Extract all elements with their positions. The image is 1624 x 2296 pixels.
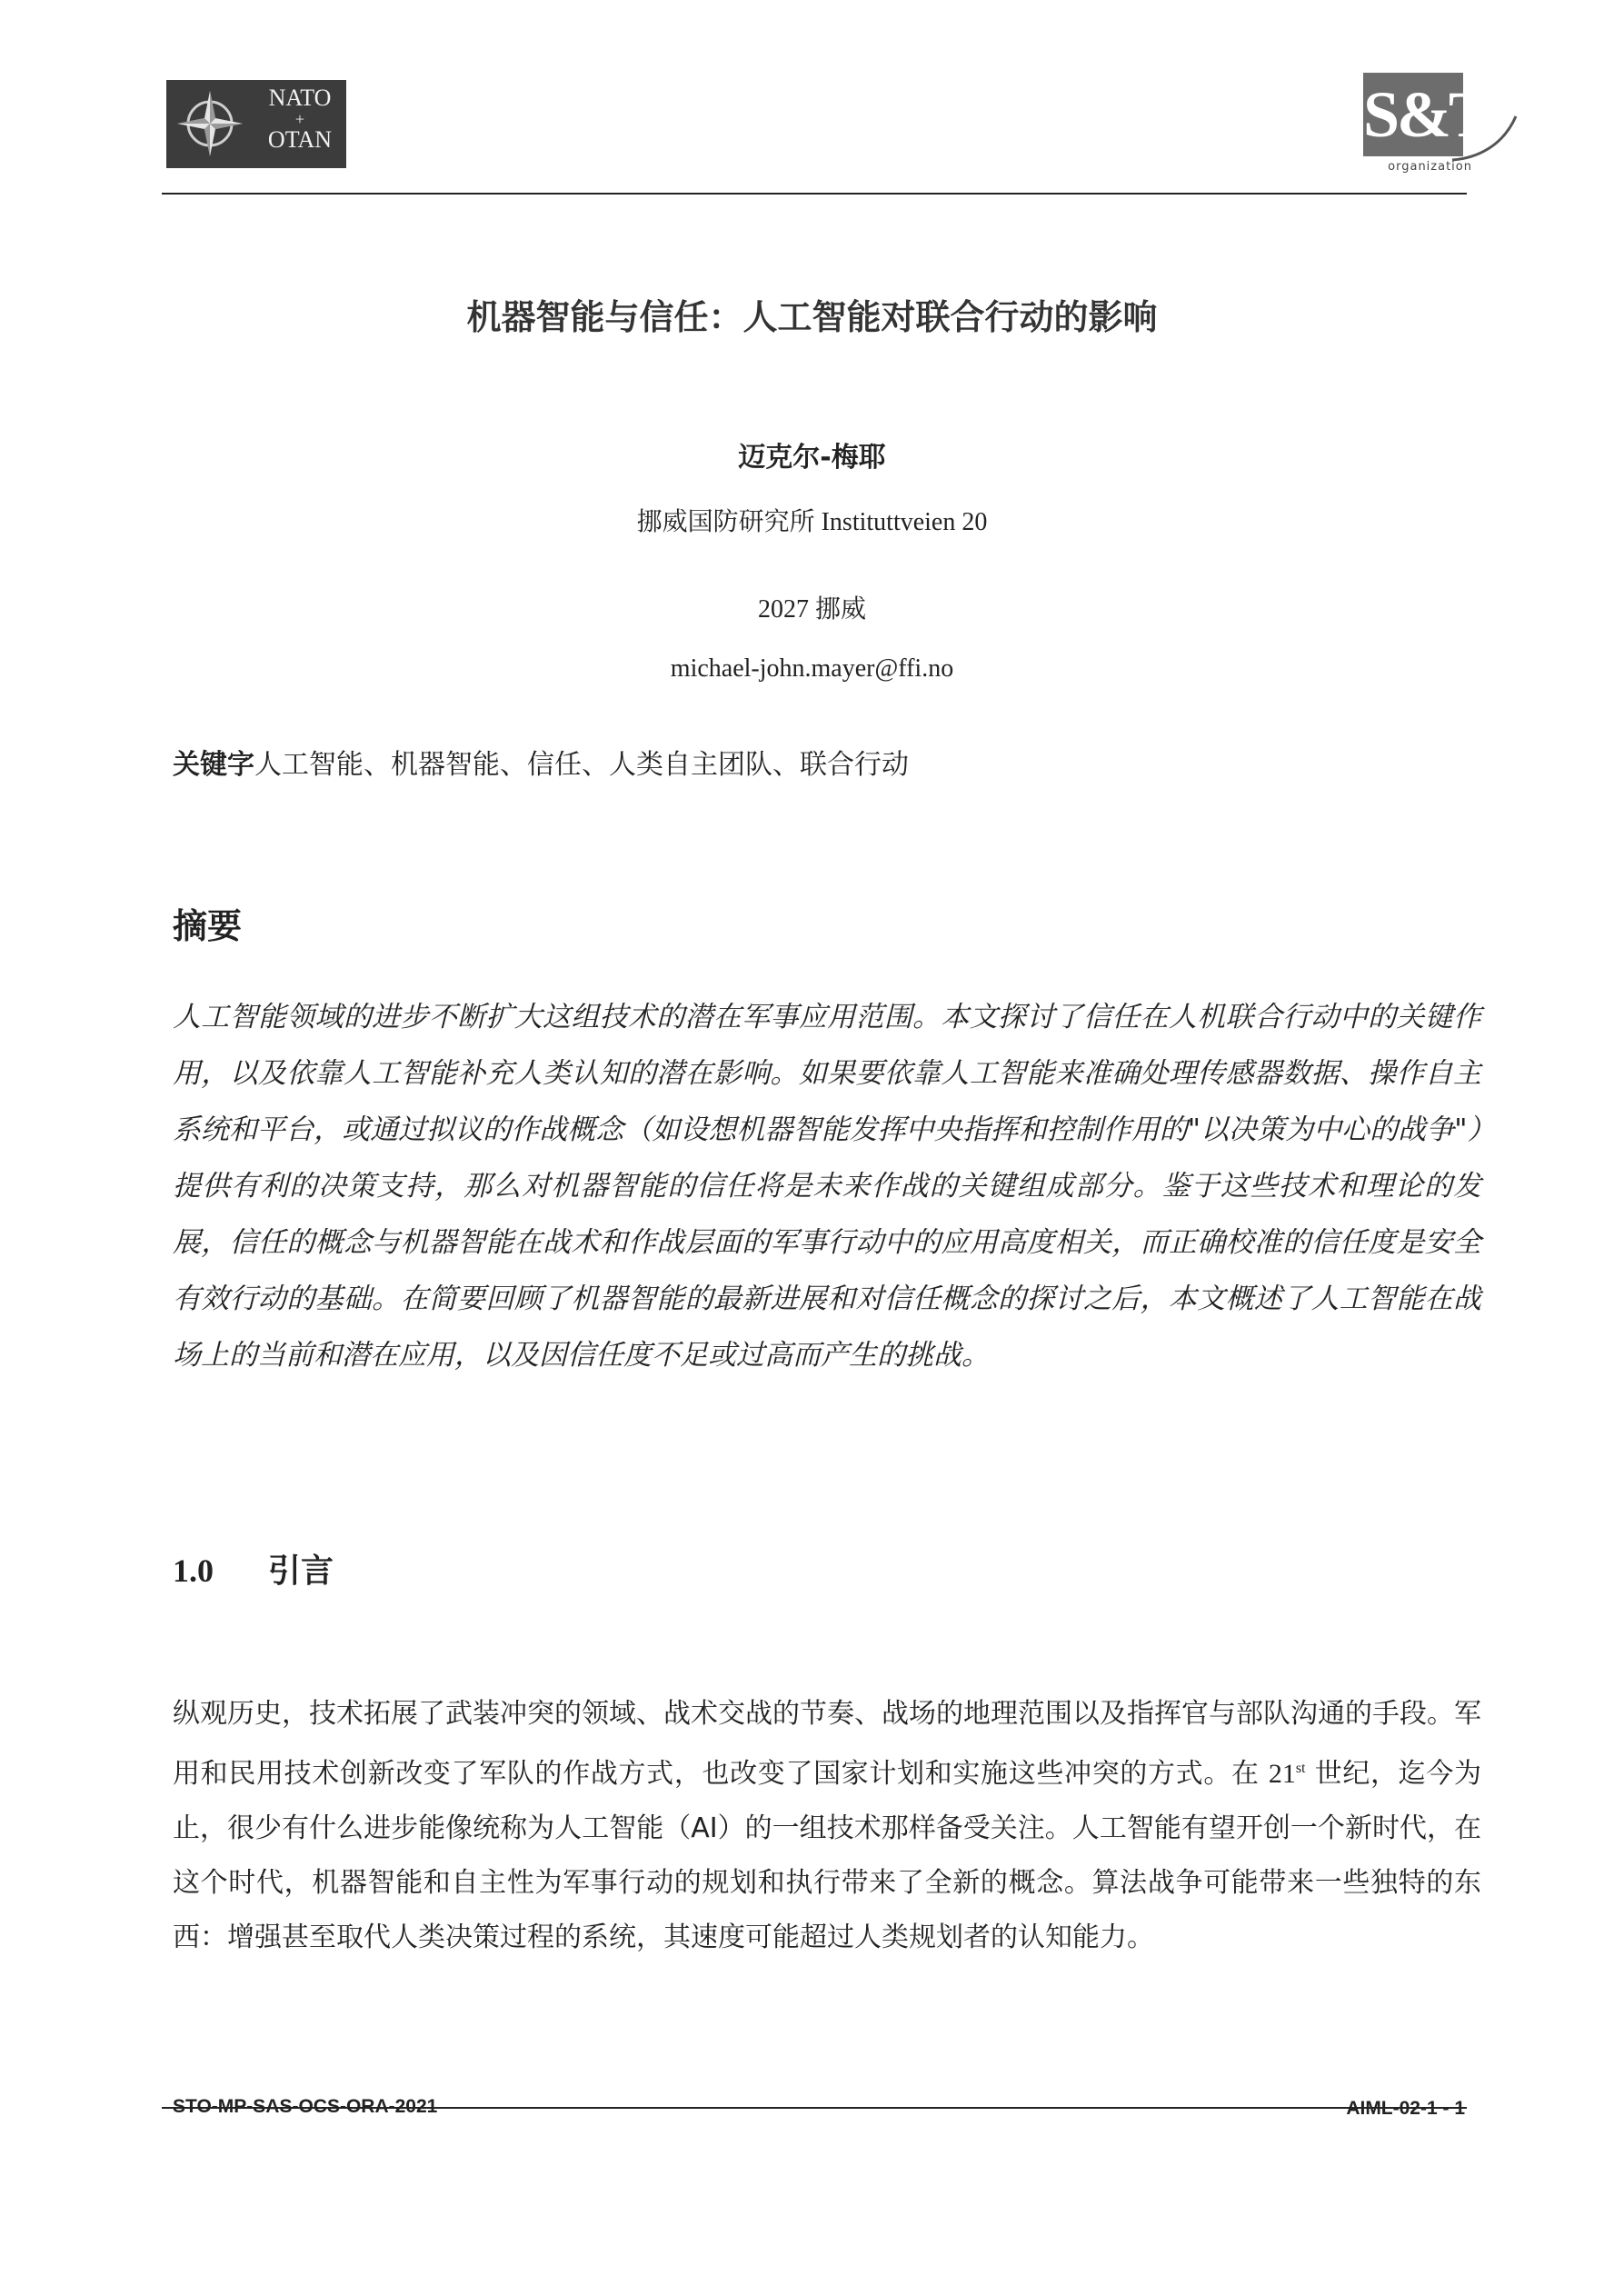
nato-logo-text: [257, 85, 343, 164]
header-rule: [162, 193, 1467, 195]
st-logo-subtitle: organization: [1388, 160, 1472, 174]
compass-star-icon: [174, 87, 246, 160]
nato-logo-line3: OTAN: [267, 126, 333, 153]
st-logo-mark: S&T: [1363, 73, 1463, 156]
st-organization-logo: [1363, 73, 1518, 186]
keywords-text: 人工智能、机器智能、信任、人类自主团队、联合行动: [254, 749, 909, 781]
author-email: michael-john.mayer@ffi.no: [670, 654, 954, 683]
author-affiliation: 挪威国防研究所 Instituttveien 20: [636, 508, 988, 536]
century-suffix: st: [1295, 1761, 1306, 1776]
introduction-heading: [173, 1545, 334, 1592]
nato-logo-line2: +: [294, 110, 305, 128]
section-number: 1.0: [173, 1552, 214, 1589]
abstract-body: 人工智能领域的进步不断扩大这组技术的潜在军事应用范围。本文探讨了信任在人机联合行动中的关键作用，以及依靠人工智能补充人类认知的潜在影响。如果要依靠人工智能来准确处理传感器数据、操作自主系统和平台，或通过拟议的作战概念（如设想机器智能发挥中央指挥和控制作用的"以决策为中心的战争"）提供有利的决策支持，那么对机器智能的信任将是未来作战的关键组成部分。鉴于这些技术和理论的发展，信任的概念与机器智能在战术和作战层面的军事行动中的应用高度相关，而正确校准的信任度是安全有效行动的基础。在简要回顾了机器智能的最新进展和对信任概念的探讨之后，本文概述了人工智能在战场上的当前和潜在应用，以及因信任度不足或过高而产生的挑战。: [173, 1001, 1481, 1372]
footer-page-number: AIML-02-1 - 1: [1346, 2098, 1465, 2119]
author-city: 2027 挪威: [757, 595, 866, 624]
intro-text-after: 世纪，迄今为止，很少有什么进步能像统称为人工智能（AI）的一组技术那样备受关注。人工智能有望开创一个新时代，在这个时代，机器智能和自主性为军事行动的规划和执行带来了全新的概念。算法战争可能带来一些独特的东西：增强甚至取代人类决策过程的系统，其速度可能超过人类规划者的认知能力。: [173, 1758, 1481, 1953]
keywords-line: [173, 742, 909, 782]
introduction-body: [173, 1687, 1481, 1965]
section-title: 引言: [268, 1552, 334, 1590]
century-number: 21: [1268, 1759, 1296, 1789]
swoosh-icon: [1450, 109, 1518, 164]
footer-document-id: STO-MP-SAS-OCS-ORA-2021: [173, 2096, 438, 2117]
keywords-label: 关键字: [173, 749, 254, 781]
nato-logo-line1: NATO: [268, 85, 332, 111]
nato-otan-logo: [166, 80, 346, 168]
author-name: 迈克尔-梅耶: [738, 442, 886, 474]
paper-title: 机器智能与信任：人工智能对联合行动的影响: [466, 297, 1158, 337]
abstract-heading: 摘要: [173, 906, 243, 946]
intro-text-before: 纵观历史，技术拓展了武装冲突的领域、战术交战的节奏、战场的地理范围以及指挥官与部队沟通的手段。军用和民用技术创新改变了军队的作战方式，也改变了国家计划和实施这些冲突的方式。在: [173, 1698, 1481, 1790]
